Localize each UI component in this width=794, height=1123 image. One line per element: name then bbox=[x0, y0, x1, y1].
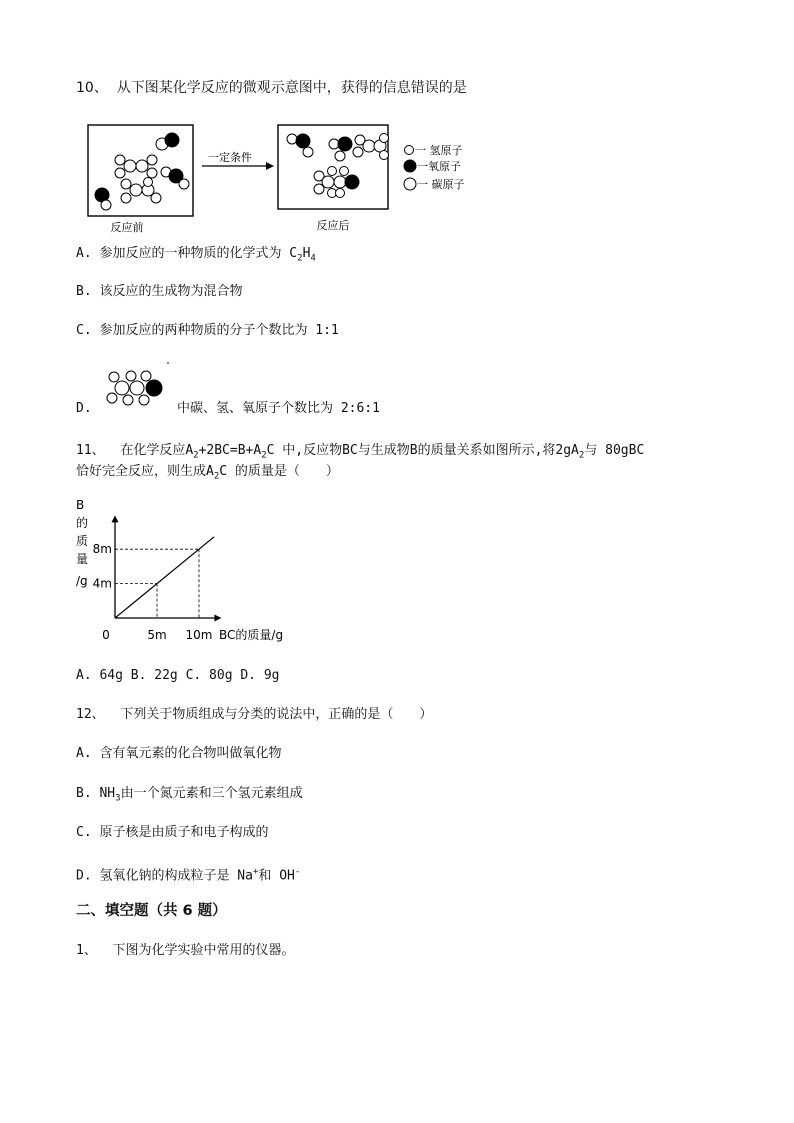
arrow-head bbox=[266, 162, 274, 170]
y-tick-label-2: 8m bbox=[92, 542, 112, 557]
q10-option-d-text: 中碳、氢、氧原子个数比为 2:6:1 bbox=[177, 401, 380, 416]
section2-q1-number: 1、 bbox=[76, 943, 97, 958]
q10-option-b: B. 该反应的生成物为混合物 bbox=[76, 284, 243, 299]
y-axis-arrow bbox=[112, 515, 119, 522]
q11-number: 11、 bbox=[76, 443, 105, 458]
q12-question: 12、 下列关于物质组成与分类的说法中，正确的是（ ） bbox=[76, 707, 433, 722]
y-axis-label-5: /g bbox=[76, 574, 88, 588]
x-tick-label-2: 10m bbox=[185, 628, 213, 642]
y-axis-label-2: 的 bbox=[76, 516, 89, 530]
q10-option-a: A. 参加反应的一种物质的化学式为 $C_2H_4$ bbox=[76, 246, 316, 264]
y-axis-label-4: 量 bbox=[76, 552, 89, 566]
water-molecule-1 bbox=[161, 167, 189, 189]
x-tick-label-0: 0 bbox=[102, 628, 110, 642]
legend bbox=[404, 143, 465, 191]
legend-oxygen-icon bbox=[404, 160, 416, 172]
q11-question-line2: 恰好完全反应，则生成$A_2C$ 的质量是（ ） bbox=[76, 464, 339, 482]
legend-hydrogen-icon bbox=[405, 146, 414, 155]
c2h4-molecule bbox=[115, 155, 157, 178]
y-tick-label-1: 4m bbox=[92, 576, 112, 591]
after-label: 反应后 bbox=[316, 219, 350, 232]
option-d-molecule bbox=[100, 362, 176, 408]
q12-option-b: B. $NH_3$由一个氮元素和三个氢元素组成 bbox=[76, 786, 303, 804]
section2-q1: 1、 下图为化学实验中常用的仪器。 bbox=[76, 943, 295, 958]
section-heading: 二、填空题（共 6 题） bbox=[76, 903, 227, 919]
q10-option-d-prefix: D. bbox=[76, 401, 92, 416]
c2h4-molecule-after bbox=[353, 134, 389, 160]
y-axis-label-3: 质 bbox=[76, 534, 89, 548]
x-axis-label: BC的质量/g bbox=[219, 628, 284, 642]
q12-number: 12、 bbox=[76, 707, 105, 722]
legend-carbon-icon bbox=[404, 178, 416, 190]
q12-option-a: A. 含有氧元素的化合物叫做氧化物 bbox=[76, 746, 282, 761]
mass-relation-chart bbox=[70, 495, 320, 650]
oxygen-molecule-1 bbox=[156, 133, 179, 150]
q10-number: 10、 bbox=[76, 80, 108, 96]
legend-carbon: 一 碳原子 bbox=[417, 178, 465, 191]
y-axis-label-1: B bbox=[76, 498, 85, 512]
legend-oxygen: 一氧原子 bbox=[417, 160, 461, 173]
q11-options: A. 64g B. 22g C. 80g D. 9g bbox=[76, 668, 280, 683]
q10-text: 从下图某化学反应的微观示意图中，获得的信息错误的是 bbox=[116, 80, 467, 96]
q10-option-c: C. 参加反应的两种物质的分子个数比为 1:1 bbox=[76, 323, 339, 338]
q12-option-c: C. 原子核是由质子和电子构成的 bbox=[76, 825, 269, 840]
water-molecule-2 bbox=[287, 134, 313, 157]
q11-question-line1: 11、 在化学反应$A_2+2BC=B+A_2C$ 中,反应物BC与生成物B的质量关系如图所示,将$2gA_2$与 80gBC bbox=[76, 443, 645, 461]
x-axis-arrow bbox=[214, 615, 221, 622]
q10-question bbox=[76, 78, 467, 98]
legend-hydrogen: 一 氢原子 bbox=[415, 144, 463, 157]
c2h6o-molecule-1 bbox=[95, 178, 161, 211]
before-label: 反应前 bbox=[110, 221, 144, 234]
q12-option-d: D. 氢氧化钠的构成粒子是 Na+和 OH- bbox=[76, 867, 301, 884]
x-tick-label-1: 5m bbox=[147, 628, 167, 642]
c2h6o-molecule-2 bbox=[314, 167, 359, 198]
reaction-diagram bbox=[80, 118, 480, 238]
water-molecule-3 bbox=[329, 137, 352, 161]
arrow-label: 一定条件 bbox=[208, 151, 252, 164]
